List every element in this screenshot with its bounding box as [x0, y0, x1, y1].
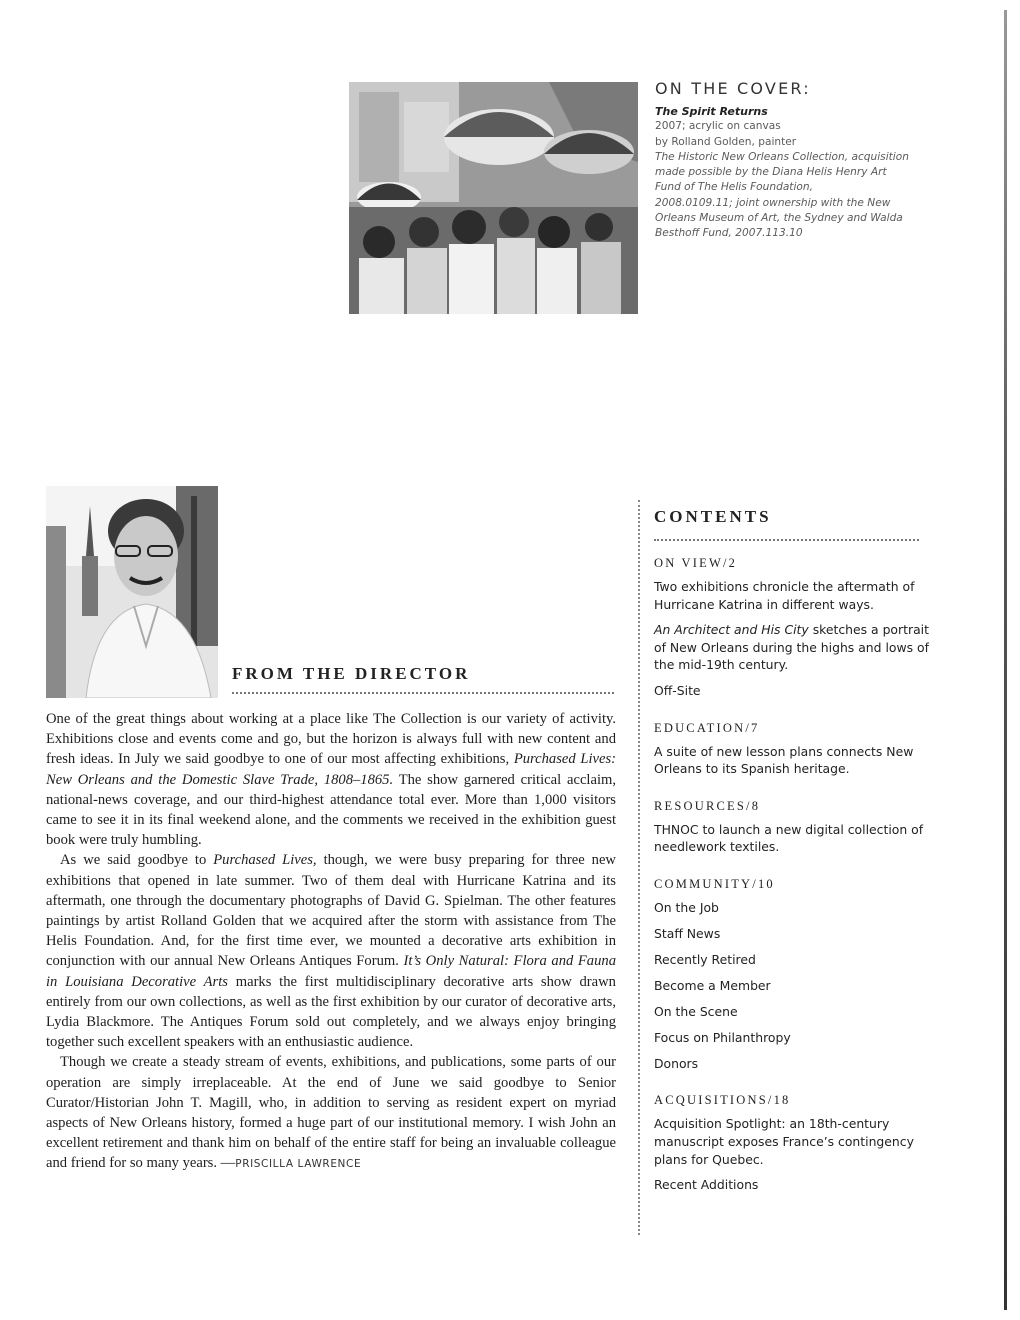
letter-paragraph-2: [46, 850, 616, 1052]
text: though, we were busy preparing for three new exhibitions that opened in late summer. Two of them deal with Hurricane Katrina and its aftermath, one through the documentary photographs of David G. Spielman. The other features paintings by artist Rolland Golden that we acquired after the storm with assistance from The Helis Foundation. And, for the first time ever, we mounted a decorative arts exhibition in conjunction with our annual New Orleans Antiques Forum.: [46, 852, 616, 970]
item-title: An Architect and His City: [654, 622, 809, 638]
section-education: [654, 720, 929, 778]
director-letter: [46, 709, 616, 1175]
contents-item: THNOC to launch a new digital collection of needlework textiles.: [654, 821, 924, 855]
contents-item: Focus on Philanthropy: [654, 1029, 791, 1045]
cover-artwork-title: The Spirit Returns: [655, 105, 768, 118]
contents-item: Recent Additions: [654, 1177, 759, 1193]
contents-item: A suite of new lesson plans connects New Orleans to its Spanish heritage.: [654, 743, 914, 777]
cover-painting: [349, 82, 638, 314]
section-acquisitions: [654, 1092, 929, 1193]
contents-item: Acquisition Spotlight: an 18th-century manuscript exposes France’s contingency plans for Quebec.: [654, 1116, 914, 1167]
contents-item: [654, 621, 929, 674]
exhibition-title: Purchased Lives: New Orleans and the Domestic Slave Trade, 1808–1865.: [46, 751, 617, 788]
contents-item: On the Job: [654, 899, 719, 915]
letter-paragraph-1: [46, 709, 616, 850]
cover-medium: 2007; acrylic on canvas: [655, 120, 781, 133]
cover-heading: ON THE COVER:: [655, 79, 811, 98]
contents-heading: CONTENTS: [654, 507, 772, 526]
signature: PRISCILLA LAWRENCE: [235, 1158, 362, 1171]
section-resources: [654, 798, 929, 856]
contents-item: Off-Site: [654, 682, 701, 698]
section-heading: ACQUISITIONS/18: [654, 1093, 791, 1108]
director-heading: FROM THE DIRECTOR: [232, 664, 471, 683]
contents-item: Staff News: [654, 925, 721, 941]
section-heading: ON VIEW/2: [654, 556, 738, 570]
contents-item: Donors: [654, 1055, 699, 1071]
cover-caption: [655, 78, 915, 242]
text: One of the great things about working at a place like The Collection is our variety of activity. Exhibitions close and events come and go, but the horizon is always full with new content and fresh ideas. In July we said goodbye to one of our most affecting exhibitions,: [46, 711, 616, 768]
cover-credit: The Historic New Orleans Collection, acquisition made possible by the Diana Helis Henry Art Fund of The Helis Foundation,: [655, 150, 909, 194]
page-edge: [1004, 10, 1007, 1310]
contents-item: Two exhibitions chronicle the aftermath of Hurricane Katrina in different ways.: [654, 579, 915, 612]
text: marks the first multidisciplinary decorative arts show drawn entirely from our own collections, as well as the first exhibition by our curator of decorative arts, Lydia Blackmore. The Antiques Forum sold out completely, and we always enjoy bringing together such excellent speakers with an enthusiastic audience.: [46, 973, 616, 1051]
cover-accession: 2008.0109.11; joint ownership with the New Orleans Museum of Art, the Sydney and Walda Besthoff Fund, 2007.113.10: [655, 196, 903, 240]
section-heading: EDUCATION/7: [654, 720, 760, 735]
cover-artist: by Rolland Golden, painter: [655, 135, 797, 148]
contents-divider: [654, 539, 919, 541]
contents-item: Recently Retired: [654, 951, 756, 967]
text: As we said goodbye to: [60, 852, 207, 869]
section-heading: RESOURCES/8: [654, 798, 761, 813]
letter-paragraph-3: [46, 1052, 616, 1174]
contents-item: On the Scene: [654, 1003, 738, 1019]
director-divider: [232, 692, 614, 694]
text: The show garnered critical acclaim, national-news coverage, and our third-highest attendance total ever. More than 1,000 visitors came to see it in its final weekend alone, and the comments we received in the exhibition guest book were truly humbling.: [46, 771, 617, 849]
section-community: [654, 876, 929, 1073]
column-divider: [638, 500, 640, 1235]
text: Though we create a steady stream of events, exhibitions, and publications, some parts of our operation are simply irreplaceable. At the end of June we said goodbye to Senior Curator/Historian John T. Magill, who, in addition to serving as resident expert on myriad aspects of New Orleans history, formed a huge part of our institutional memory. I wish John an excellent retirement and thank him on behalf of the entire staff for being an invaluable colleague and friend for so many years. —: [46, 1054, 616, 1172]
director-portrait: [46, 486, 218, 698]
contents-panel: [654, 505, 929, 1214]
section-on-view: [654, 555, 929, 700]
exhibition-title: It’s Only Natural: Flora and Fauna in Louisiana Decorative Arts: [46, 953, 616, 990]
item-text: sketches a portrait of New Orleans during the highs and lows of the mid-19th century.: [654, 622, 929, 673]
contents-item: Become a Member: [654, 977, 771, 993]
section-heading: COMMUNITY/10: [654, 876, 775, 891]
exhibition-title: Purchased Lives,: [213, 852, 317, 869]
